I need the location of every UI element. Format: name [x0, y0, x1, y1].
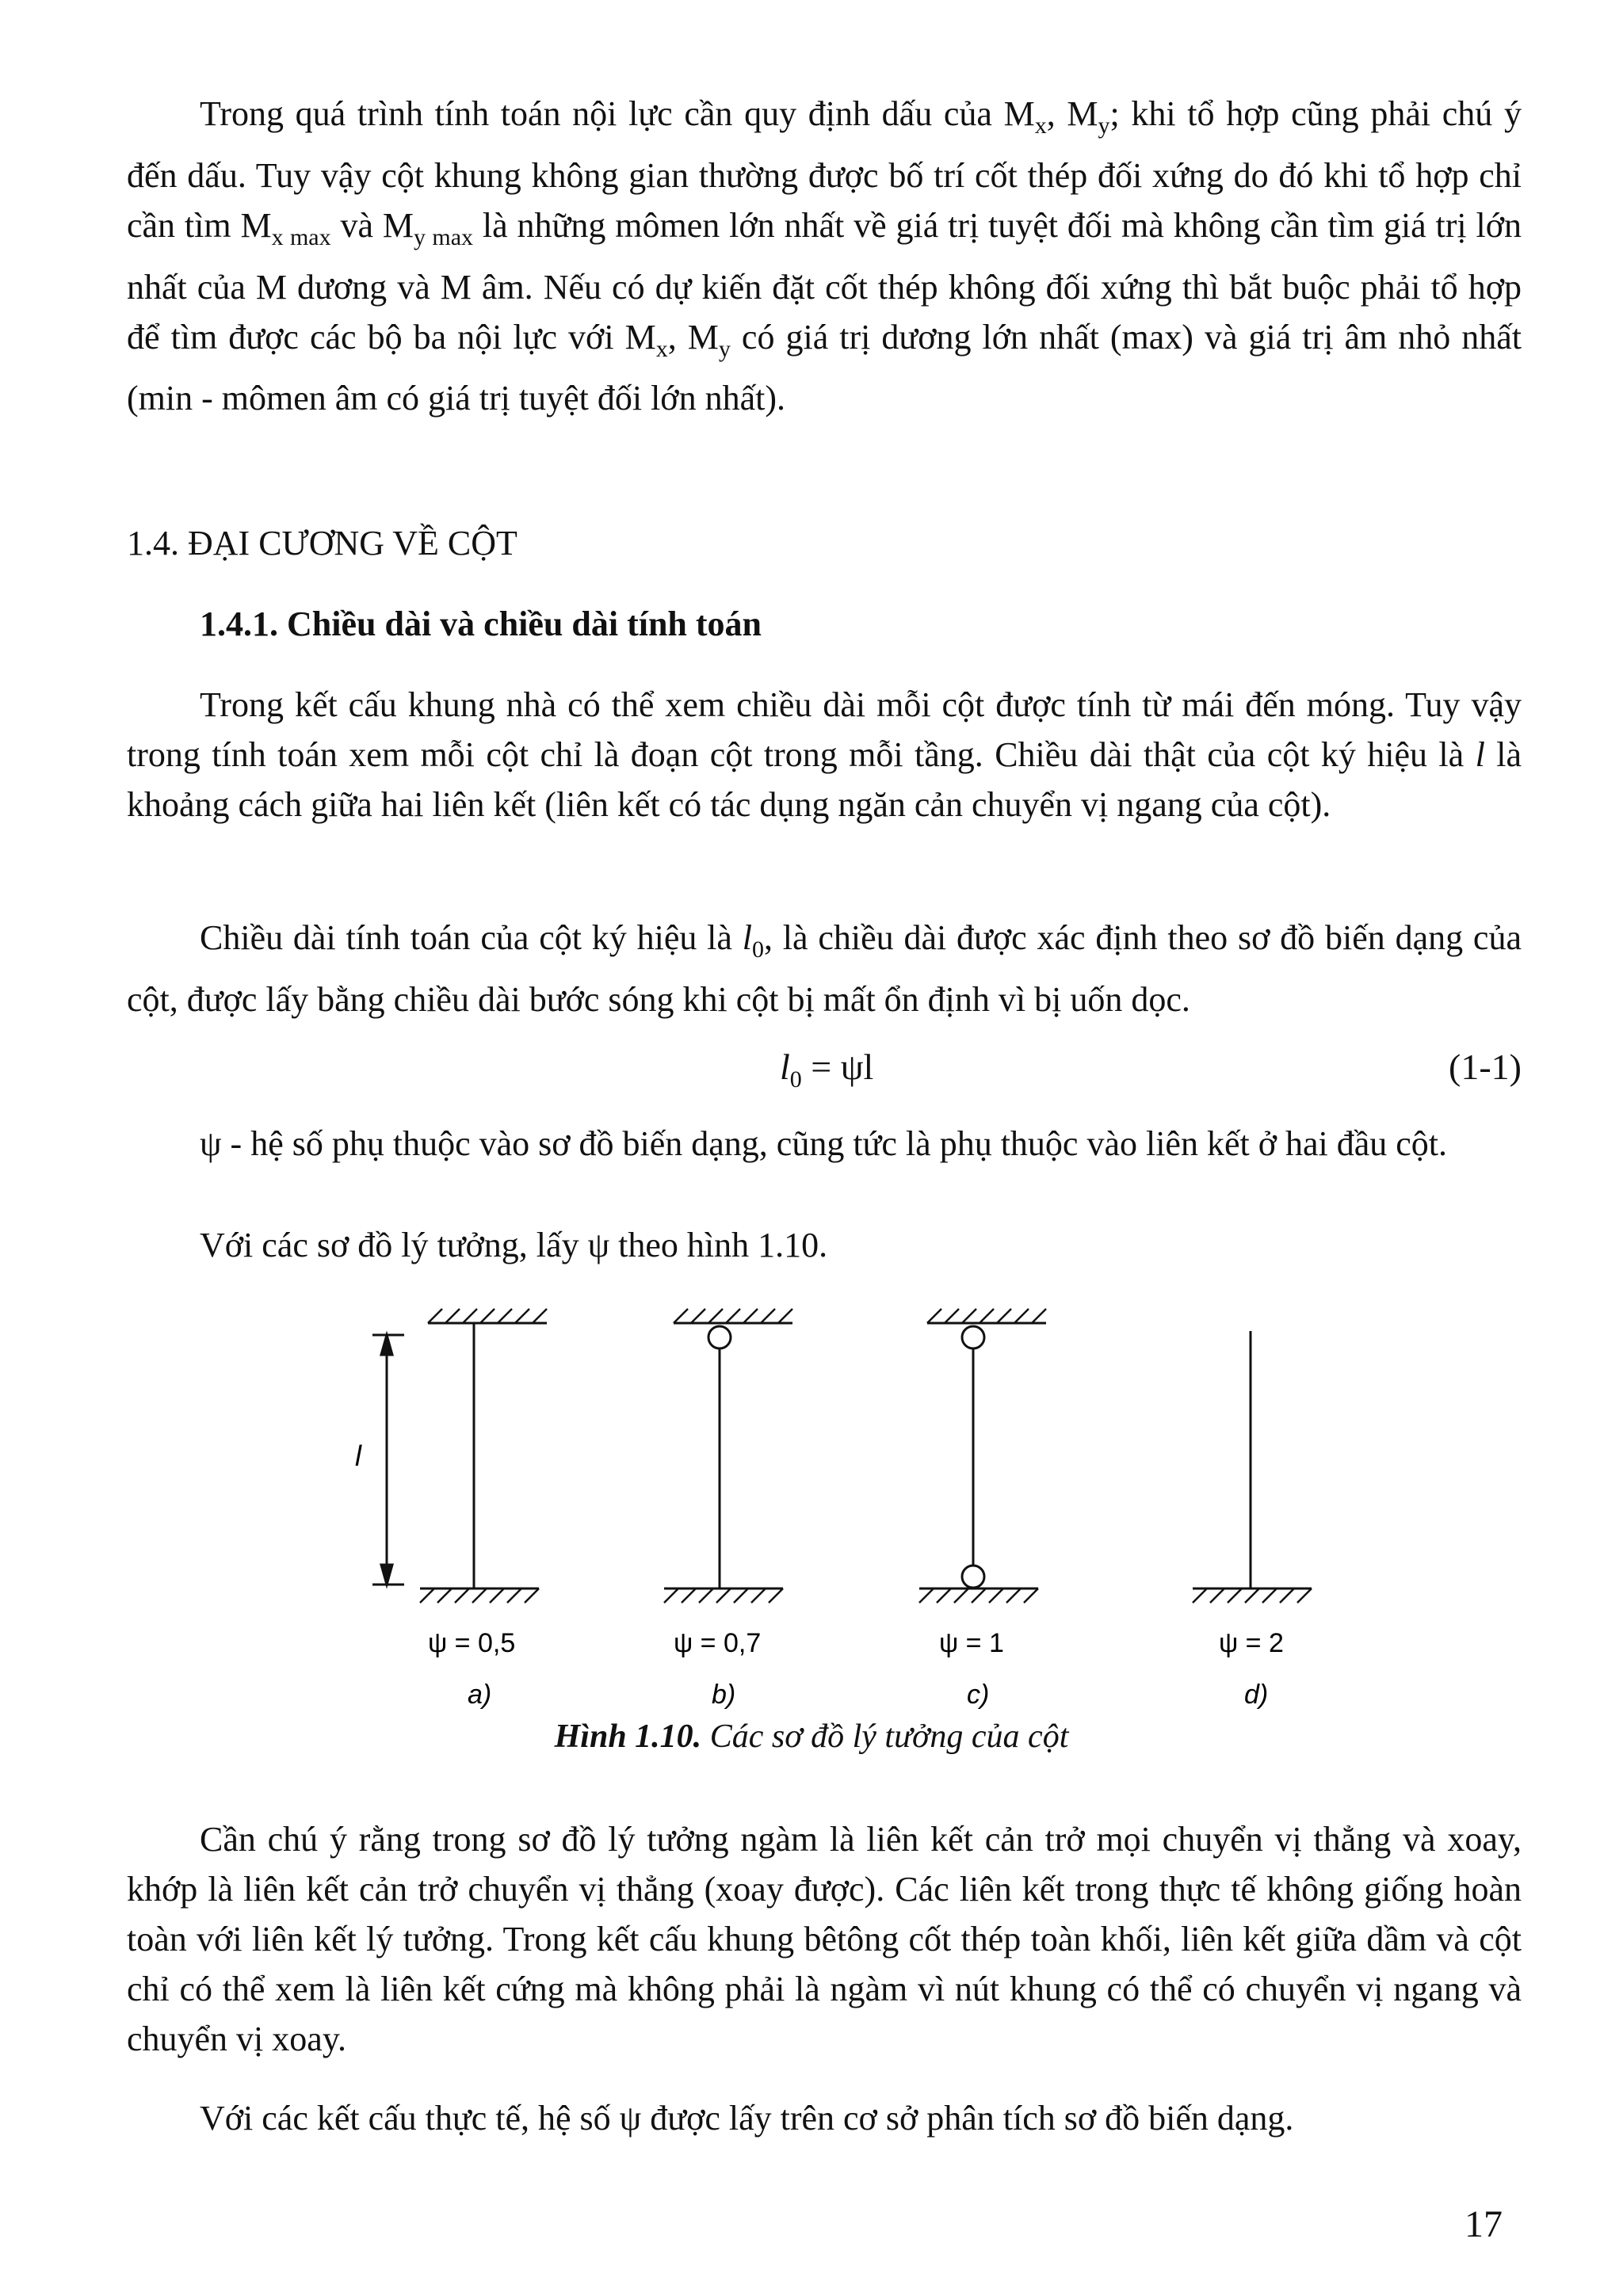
scheme-c: [919, 1309, 1046, 1603]
scheme-tag-a: a): [468, 1680, 492, 1710]
text-run: Trong quá trình tính toán nội lực cần quy định dấu của M: [200, 94, 1035, 133]
paragraph-ideal-schemes: [127, 1220, 1522, 1270]
text-run: có giá trị dương lớn nhất (max) và giá trị âm nhỏ nhất (min - mômen âm có giá trị tuyệt đối lớn nhất).: [127, 317, 1522, 418]
paragraph-psi-definition: [127, 1119, 1522, 1169]
scheme-a: [420, 1309, 547, 1603]
formula-expression: [780, 1046, 873, 1093]
formula-rhs: = ψl: [801, 1047, 874, 1087]
text-run: , M: [1046, 94, 1098, 133]
text-run: Với các kết cấu thực tế, hệ số ψ được lấy trên cơ sở phân tích sơ đồ biến dạng.: [200, 2099, 1294, 2138]
text-run: ; khi tổ hợp cũng phải chú ý đến dấu. Tuy vậy cột khung không gian thường được bố trí cốt thép đối xứng do đó khi tổ hợp chỉ cần tìm M: [127, 94, 1522, 245]
subscript: x: [655, 335, 668, 362]
subscript: y max: [414, 223, 474, 250]
text-run: là khoảng cách giữa hai liên kết (liên kết có tác dụng ngăn cản chuyển vị ngang của cột).: [127, 735, 1522, 824]
caption-text: Các sơ đồ lý tưởng của cột: [701, 1718, 1069, 1755]
caption-label: Hình 1.10.: [554, 1718, 702, 1755]
text-run: và M: [330, 205, 414, 245]
psi-value-c: ψ = 1: [939, 1628, 1004, 1658]
paragraph-column-length: [127, 680, 1522, 830]
text-run: Cần chú ý rằng trong sơ đồ lý tưởng ngàm là liên kết cản trở mọi chuyển vị thẳng và xoay, khớp là liên kết cản trở chuyển vị thẳng (xoay được). Các liên kết trong thực tế không giống hoàn toàn với liên kết lý tưởng. Trong kết cấu khung bêtông cốt thép toàn khối, liên kết giữa dầm và cột chỉ có thể xem là liên kết cứng mà không phải là ngàm vì nút khung có thể có chuyển vị ngang và chuyển vị xoay.: [127, 1820, 1522, 2058]
length-label: l: [355, 1440, 361, 1472]
psi-value-d: ψ = 2: [1219, 1628, 1284, 1658]
text-run: Chiều dài tính toán của cột ký hiệu là: [200, 918, 743, 957]
symbol-l: l: [780, 1047, 790, 1087]
text-run: Với các sơ đồ lý tưởng, lấy ψ theo hình 1.10.: [200, 1226, 828, 1264]
symbol-l: l: [742, 918, 752, 957]
paragraph-real-structures: [127, 2093, 1522, 2143]
subscript: x max: [271, 223, 331, 250]
subscript: y: [718, 335, 731, 362]
scheme-tag-b: b): [712, 1680, 736, 1710]
symbol-l: l: [1475, 735, 1485, 774]
psi-value-a: ψ = 0,5: [428, 1628, 516, 1658]
paragraph-effective-length: [127, 913, 1522, 1024]
scheme-b: [664, 1309, 792, 1603]
page-number: 17: [1465, 2203, 1503, 2245]
column-schemes-figure: [341, 1299, 1339, 1743]
scheme-d: [1193, 1331, 1312, 1603]
paragraph-moment-sign: [127, 89, 1522, 423]
text-run: là những mômen lớn nhất về giá trị tuyệt đối mà không cần tìm giá trị lớn nhất của M dương và M âm. Nếu có dự kiến đặt cốt thép không đối xứng thì bắt buộc phải tổ hợp để tìm được các bộ ba nội lực với M: [127, 205, 1522, 357]
text-run: , là chiều dài được xác định theo sơ đồ biến dạng của cột, được lấy bằng chiều dài bước sóng khi cột bị mất ổn định vì bị uốn dọc.: [127, 918, 1522, 1019]
subsection-heading: 1.4.1. Chiều dài và chiều dài tính toán: [200, 605, 762, 643]
dimension-arrow-up: [381, 1335, 392, 1355]
text-run: Trong kết cấu khung nhà có thể xem chiều dài mỗi cột được tính từ mái đến móng. Tuy vậy trong tính toán xem mỗi cột chỉ là đoạn cột trong mỗi tầng. Chiều dài thật của cột ký hiệu là: [127, 685, 1522, 774]
subscript: 0: [751, 936, 764, 963]
psi-value-b: ψ = 0,7: [674, 1628, 762, 1658]
text-run: ψ - hệ số phụ thuộc vào sơ đồ biến dạng, cũng tức là phụ thuộc vào liên kết ở hai đầu cột.: [200, 1124, 1448, 1163]
subscript: x: [1034, 112, 1047, 139]
subscript: y: [1098, 112, 1110, 139]
scheme-tag-c: c): [967, 1680, 990, 1710]
dimension-arrow-down: [381, 1565, 392, 1585]
paragraph-ideal-vs-real: [127, 1814, 1522, 2064]
equation-number: (1-1): [1449, 1047, 1522, 1087]
figure-caption: [0, 1718, 1623, 1756]
formula-1-1: [0, 1046, 1623, 1101]
scheme-tag-d: d): [1244, 1680, 1269, 1710]
subscript: 0: [789, 1066, 802, 1093]
text-run: , M: [667, 317, 719, 357]
section-heading: 1.4. ĐẠI CƯƠNG VỀ CỘT: [127, 524, 517, 563]
